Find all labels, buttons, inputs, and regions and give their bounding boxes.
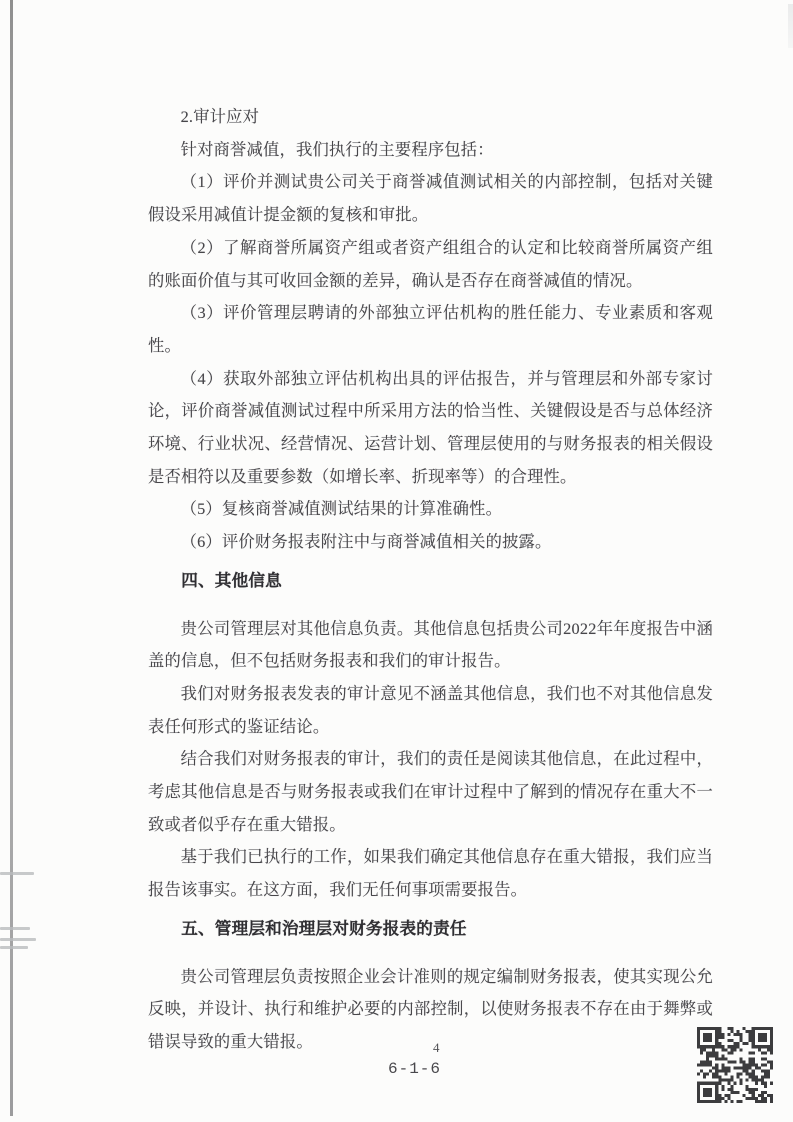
procedure-item-4: （4）获取外部独立评估机构出具的评估报告，并与管理层和外部专家讨论，评价商誉减值测试过程中所采用方法的恰当性、关键假设是否与总体经济环境、行业状况、经营情况、运营计划、管理层使用的与财务报表的相关假设是否相符以及重要参数（如增长率、折现率等）的合理性。: [148, 368, 713, 486]
document-code: 6-1-6: [388, 1060, 442, 1078]
other-information-paragraph-2: 我们对财务报表发表的审计意见不涵盖其他信息，我们也不对其他信息发表任何形式的鉴证结论。: [148, 683, 713, 736]
scan-mark: [0, 946, 28, 949]
page-number: 4: [433, 1040, 440, 1055]
section-heading-other-information: 四、其他信息: [181, 570, 282, 590]
section-heading-responsibilities: 五、管理层和治理层对财务报表的责任: [181, 918, 467, 938]
scan-mark: [0, 938, 36, 941]
procedure-item-3: （3）评价管理层聘请的外部独立评估机构的胜任能力、专业素质和客观性。: [148, 303, 713, 355]
responsibilities-paragraph-1: 贵公司管理层负责按照企业会计准则的规定编制财务报表，使其实现公允反映，并设计、执行和维护必要的内部控制，以使财务报表不存在由于舞弊或错误导致的重大错报。: [148, 966, 713, 1051]
other-information-paragraph-3: 结合我们对财务报表的审计，我们的责任是阅读其他信息，在此过程中，考虑其他信息是否与财务报表或我们在审计过程中了解到的情况存在重大不一致或者似乎存在重大错报。: [148, 749, 713, 834]
scan-corner-streak: [788, 4, 793, 48]
other-information-paragraph-1: 贵公司管理层对其他信息负责。其他信息包括贵公司2022年年度报告中涵盖的信息，但不包括财务报表和我们的审计报告。: [148, 618, 713, 671]
procedure-item-2: （2）了解商誉所属资产组或者资产组组合的认定和比较商誉所属资产组的账面价值与其可收回金额的差异，确认是否存在商誉减值的情况。: [148, 237, 713, 290]
procedure-item-5: （5）复核商誉减值测试结果的计算准确性。: [180, 499, 503, 519]
scan-mark: [0, 872, 34, 875]
procedure-item-1: （1）评价并测试贵公司关于商誉减值测试相关的内部控制，包括对关键假设采用减值计提金额的复核和审批。: [148, 172, 713, 225]
procedure-item-6: （6）评价财务报表附注中与商誉减值相关的披露。: [180, 532, 552, 552]
scan-mark: [0, 927, 30, 930]
qr-code: [697, 1025, 773, 1105]
other-information-paragraph-4: 基于我们已执行的工作，如果我们确定其他信息存在重大错报，我们应当报告该事实。在这方面，我们无任何事项需要报告。: [148, 847, 713, 900]
audit-response-intro: 针对商誉减值，我们执行的主要程序包括：: [180, 139, 494, 159]
audit-response-title: 2.审计应对: [180, 107, 260, 126]
document-body: [148, 101, 713, 1059]
